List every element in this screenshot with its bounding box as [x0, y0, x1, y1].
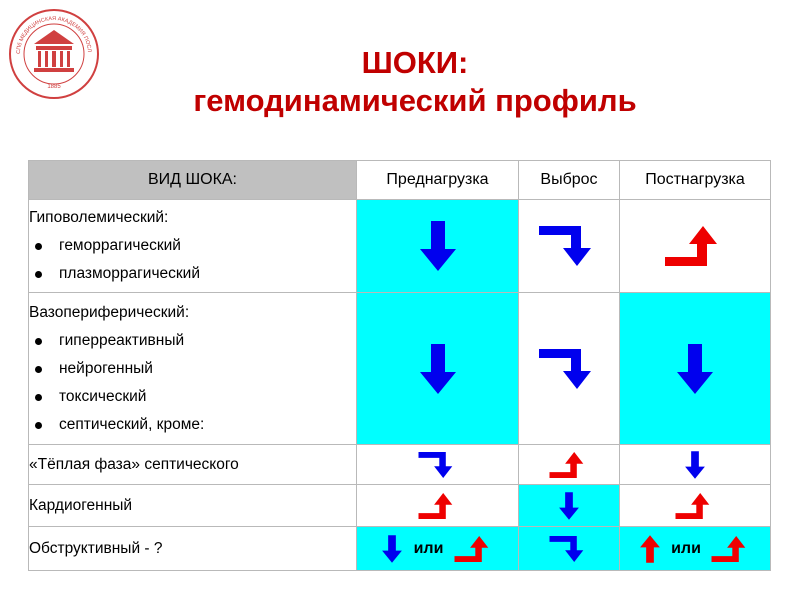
table-row-cardiogenic: [29, 485, 771, 527]
shock-profile-table: [28, 160, 771, 571]
row-items: [29, 327, 356, 439]
table-row-hypovolemic: [29, 200, 771, 293]
arrow-turn-up-icon: [454, 536, 494, 562]
row-label: Кардиогенный: [29, 496, 133, 514]
arrow-down-icon: [381, 535, 403, 563]
table-header-row: [29, 161, 771, 200]
arrow-turn-down-icon: [539, 349, 599, 389]
output-cell: [519, 293, 620, 445]
afterload-cell: [620, 445, 771, 485]
arrow-turn-down-icon: [539, 226, 599, 266]
list-item: септический, кроме:: [29, 411, 356, 439]
row-label: Гиповолемический:: [29, 209, 169, 226]
title-line-2: гемодинамический профиль: [193, 83, 637, 118]
header-output: Выброс: [519, 161, 620, 200]
output-cell: [519, 200, 620, 293]
table-row-warm-septic: [29, 445, 771, 485]
list-item: токсический: [29, 383, 356, 411]
arrow-down-icon: [418, 341, 458, 397]
header-shock-type: ВИД ШОКА:: [29, 161, 357, 200]
list-item: плазморрагический: [29, 260, 356, 288]
row-label: Обструктивный - ?: [29, 539, 163, 557]
list-item: геморрагический: [29, 232, 356, 260]
list-item: гиперреактивный: [29, 327, 356, 355]
row-label-cell: [29, 527, 357, 571]
preload-cell: [357, 445, 519, 485]
afterload-cell: [620, 293, 771, 445]
output-cell: [519, 485, 620, 527]
arrow-turn-up-icon: [665, 226, 725, 266]
table-row-vasoperipheral: [29, 293, 771, 445]
or-text: или: [671, 539, 701, 557]
row-label: Вазопериферический:: [29, 303, 190, 321]
or-text: или: [413, 539, 444, 557]
academy-logo: [8, 8, 100, 100]
title-line-1: ШОКИ:: [361, 45, 469, 80]
table-row-obstructive: [29, 527, 771, 571]
arrow-turn-up-icon: [711, 536, 751, 562]
page-title: [105, 44, 725, 120]
preload-cell: [357, 293, 519, 445]
row-label-cell: [29, 293, 357, 445]
output-cell: [519, 445, 620, 485]
arrow-turn-up-icon: [549, 452, 589, 478]
preload-cell: [357, 527, 519, 571]
header-preload: Преднагрузка: [357, 161, 519, 200]
logo-year: 1885: [47, 84, 61, 90]
arrow-down-icon: [684, 451, 706, 479]
arrow-turn-down-icon: [418, 452, 458, 478]
output-cell: [519, 527, 620, 571]
row-items: [29, 232, 356, 288]
arrow-turn-up-icon: [418, 493, 458, 519]
arrow-down-icon: [418, 218, 458, 274]
arrow-down-icon: [675, 341, 715, 397]
header-afterload: Постнагрузка: [620, 161, 771, 200]
logo-text: СПб МЕДИЦИНСКАЯ АКАДЕМИЯ ПОСЛ: [15, 15, 92, 55]
row-label: «Тёплая фаза» септического: [29, 455, 239, 473]
afterload-cell: [620, 200, 771, 293]
arrow-turn-up-icon: [675, 493, 715, 519]
arrow-turn-down-icon: [549, 536, 589, 562]
row-label-cell: [29, 485, 357, 527]
arrow-up-icon: [639, 535, 661, 563]
arrow-down-icon: [558, 492, 580, 520]
afterload-cell: [620, 527, 771, 571]
afterload-cell: [620, 485, 771, 527]
row-label-cell: [29, 200, 357, 293]
preload-cell: [357, 200, 519, 293]
list-item: нейрогенный: [29, 355, 356, 383]
preload-cell: [357, 485, 519, 527]
row-label-cell: [29, 445, 357, 485]
